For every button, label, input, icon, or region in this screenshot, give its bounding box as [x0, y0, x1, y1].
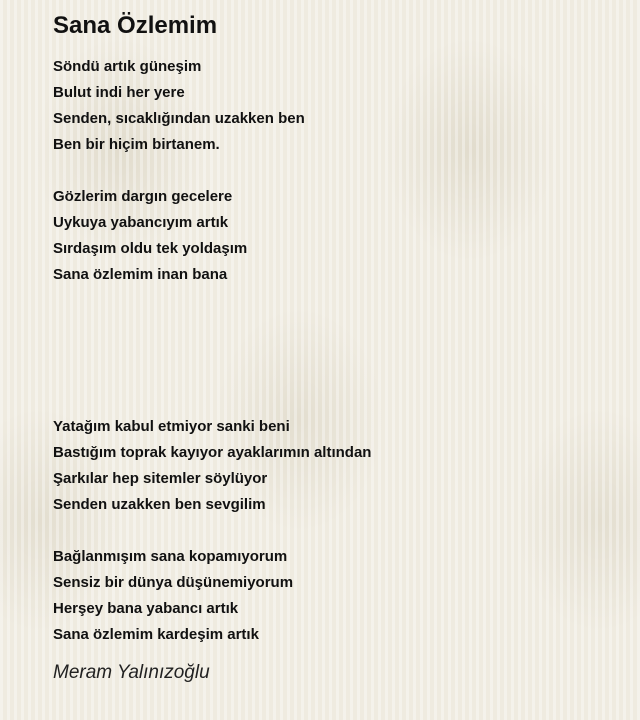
stanza-gap — [53, 518, 613, 544]
poem-line: Bulut indi her yere — [53, 84, 185, 101]
poem-title: Sana Özlemim — [53, 12, 218, 39]
poem-line: Gözlerim dargın gecelere — [53, 188, 233, 205]
poem-line: Sana özlemim inan bana — [53, 266, 228, 283]
poem-line: Söndü artık güneşim — [53, 58, 202, 75]
stanza-gap — [53, 158, 613, 184]
stanza-1 — [53, 54, 613, 158]
poem-line: Yatağım kabul etmiyor sanki beni — [53, 418, 290, 435]
stanza-2 — [53, 184, 613, 288]
poem-line: Sensiz bir dünya düşünemiyorum — [53, 574, 294, 591]
poem-line: Sana özlemim kardeşim artık — [53, 626, 259, 643]
poem-line: Senden uzakken ben sevgilim — [53, 496, 266, 513]
poem-line: Senden, sıcaklığından uzakken ben — [53, 110, 305, 127]
poem-line: Herşey bana yabancı artık — [53, 600, 239, 617]
poem-line: Sırdaşım oldu tek yoldaşım — [53, 240, 248, 257]
poem-author: Meram Yalınızoğlu — [53, 662, 210, 683]
stanza-4 — [53, 544, 613, 648]
stanza-3 — [53, 414, 613, 518]
poem-line: Ben bir hiçim birtanem. — [53, 136, 220, 153]
poem-line: Uykuya yabancıyım artık — [53, 214, 229, 231]
poem-line: Bağlanmışım sana kopamıyorum — [53, 548, 288, 565]
poem-page — [53, 12, 613, 686]
poem-line: Şarkılar hep sitemler söylüyor — [53, 470, 268, 487]
poem-line: Bastığım toprak kayıyor ayaklarımın altından — [53, 444, 372, 461]
stanza-gap — [53, 288, 613, 414]
